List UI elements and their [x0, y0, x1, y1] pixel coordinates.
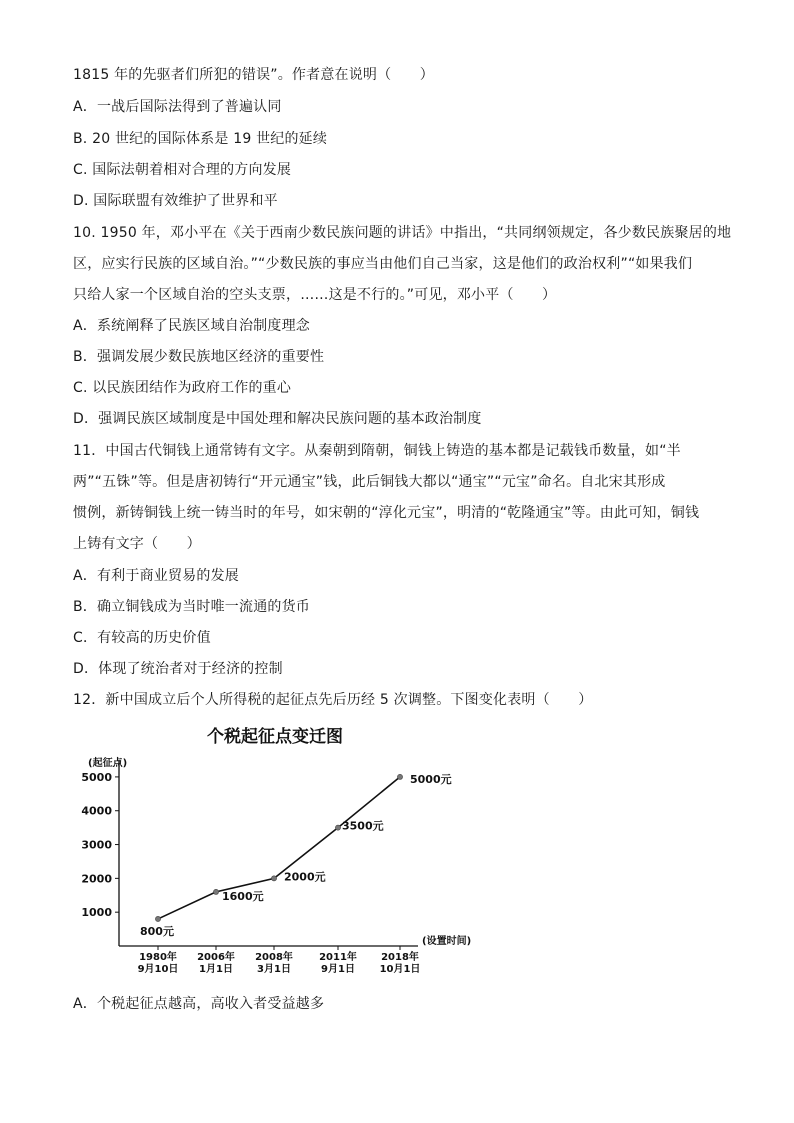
data-label: 3500元: [342, 819, 384, 833]
q10-stem-line-3: 只给人家一个区域自治的空头支票，……这是不行的。”可见，邓小平（ ）: [73, 287, 557, 303]
x-tick-label: 2018年: [381, 952, 419, 963]
q12-option-a: A．个税起征点越高，高收入者受益越多: [73, 996, 325, 1012]
data-point: [335, 825, 340, 830]
data-label: 1600元: [222, 889, 264, 903]
y-tick-label: 5000: [81, 770, 112, 784]
q11-option-a: A．有利于商业贸易的发展: [73, 568, 239, 584]
x-tick-label: 3月1日: [257, 964, 291, 975]
chart-ylabel: (起征点): [88, 758, 128, 769]
y-tick-label: 4000: [81, 804, 112, 818]
series-line: [158, 777, 400, 919]
y-tick-label: 1000: [81, 906, 112, 920]
q11-stem-line-2: 两”“五铢”等。但是唐初铸行“开元通宝”钱，此后铜钱大都以“通宝”“元宝”命名。自北宋其形成: [73, 474, 666, 490]
data-point: [155, 916, 160, 921]
x-tick-label: 10月1日: [379, 964, 421, 975]
q11-option-c: C．有较高的历史价值: [73, 630, 211, 646]
data-label: 800元: [140, 924, 174, 938]
x-tick-label: 2011年: [319, 952, 357, 963]
q10-option-d: D．强调民族区域制度是中国处理和解决民族问题的基本政治制度: [73, 411, 482, 427]
data-label: 2000元: [284, 870, 326, 884]
x-tick-label: 9月10日: [137, 964, 179, 975]
x-tick-label: 1980年: [139, 952, 177, 963]
x-tick-label: 1月1日: [199, 964, 233, 975]
chart-xlabel: (设置时间): [422, 936, 472, 947]
x-tick-label: 2008年: [255, 952, 293, 963]
chart-title: 个税起征点变迁图: [207, 727, 343, 747]
q9-option-c: C. 国际法朝着相对合理的方向发展: [73, 162, 292, 178]
chart-canvas: [80, 718, 500, 980]
q10-stem-line-1: 10. 1950 年，邓小平在《关于西南少数民族问题的讲话》中指出，“共同纲领规定，各少数民族聚居的地: [73, 225, 732, 241]
y-tick-label: 2000: [81, 872, 112, 886]
data-point: [397, 774, 402, 779]
tax-threshold-chart: [80, 718, 500, 980]
q10-option-c: C. 以民族团结作为政府工作的重心: [73, 380, 292, 396]
x-tick-label: 2006年: [197, 952, 235, 963]
q10-stem-line-2: 区，应实行民族的区域自治。”“少数民族的事应当由他们自己当家，这是他们的政治权利”“如果我们: [73, 256, 693, 272]
q9-option-d: D. 国际联盟有效维护了世界和平: [73, 193, 278, 209]
q9-option-b: B. 20 世纪的国际体系是 19 世纪的延续: [73, 131, 328, 147]
y-tick-label: 3000: [81, 838, 112, 852]
q9-option-a: A．一战后国际法得到了普遍认同: [73, 99, 282, 115]
q11-stem-line-4: 上铸有文字（ ）: [73, 536, 201, 552]
q9-stem-end: 1815 年的先驱者们所犯的错误”。作者意在说明（ ）: [73, 67, 434, 83]
data-label: 5000元: [410, 772, 452, 786]
q11-option-b: B．确立铜钱成为当时唯一流通的货币: [73, 599, 311, 615]
x-tick-label: 9月1日: [321, 964, 355, 975]
q11-option-d: D．体现了统治者对于经济的控制: [73, 661, 283, 677]
q11-stem-line-1: 11．中国古代铜钱上通常铸有文字。从秦朝到隋朝，铜钱上铸造的基本都是记载钱币数量，如“半: [73, 443, 681, 459]
q10-option-b: B．强调发展少数民族地区经济的重要性: [73, 349, 325, 365]
data-point: [213, 889, 218, 894]
q10-option-a: A．系统阐释了民族区域自治制度理念: [73, 318, 310, 334]
q12-stem: 12．新中国成立后个人所得税的起征点先后历经 5 次调整。下图变化表明（ ）: [73, 692, 593, 708]
q11-stem-line-3: 惯例，新铸铜钱上统一铸当时的年号，如宋朝的“淳化元宝”，明清的“乾隆通宝”等。由此可知，铜钱: [73, 505, 700, 521]
data-point: [271, 876, 276, 881]
